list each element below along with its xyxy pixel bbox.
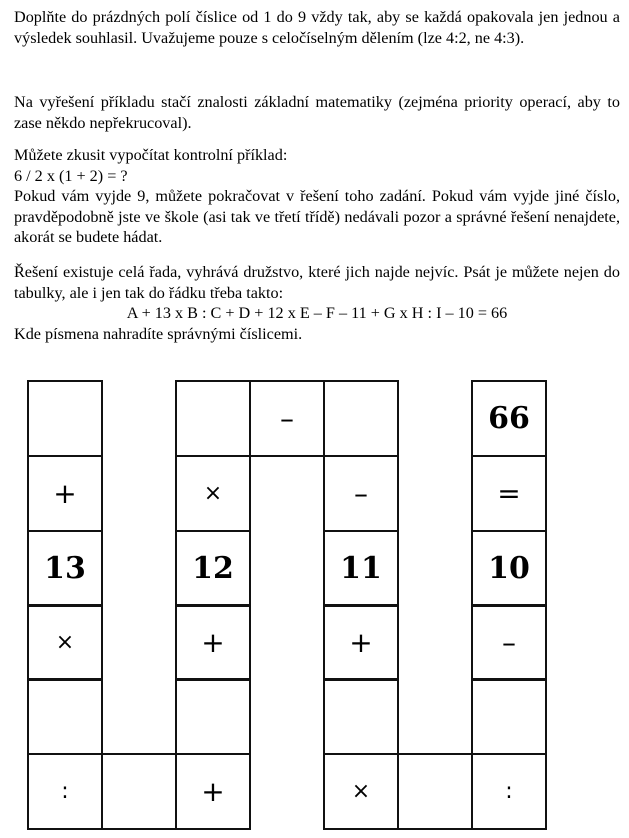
note-paragraph — [14, 92, 620, 133]
operator-cell-c3-r2: – — [323, 455, 399, 532]
operator-cell-c2-r2: × — [175, 455, 251, 532]
blank-cell-c1-r5[interactable] — [27, 678, 103, 755]
instructions-text: Doplňte do prázdných polí číslice od 1 do 9 vždy tak, aby se každá opakovala jen jednou a výsledek souhlasil. Uvažujeme pouze s celočíselným dělením (lze 4:2, ne 4:3). — [14, 8, 620, 47]
number-cell-c4-r3: 10 — [471, 530, 547, 607]
operator-cell-c1-r2: + — [27, 455, 103, 532]
blank-cell-c3-r5[interactable] — [323, 678, 399, 755]
number-cell-c1-r3: 13 — [27, 530, 103, 607]
control-example-paragraph — [14, 145, 620, 248]
blank-cell-bottom-right-link[interactable] — [397, 753, 473, 830]
linear-formula: A + 13 x B : C + D + 12 x E – F – 11 + G x H : I – 10 = 66 — [126, 304, 508, 322]
control-example-formula: 6 / 2 x (1 + 2) = ? — [14, 166, 128, 185]
operator-cell-top-middle-link: – — [249, 380, 325, 457]
blank-cell-bottom-left-link[interactable] — [101, 753, 177, 830]
operator-cell-c1-r4: × — [27, 604, 103, 681]
control-example-explanation: Pokud vám vyjde 9, můžete pokračovat v řešení toho zadání. Pokud vám vyjde jiné číslo, pravděpodobně jste ve škole (asi tak ve třetí třídě) nedávali pozor a správné řešení nenajdete, akorát se budete hádat. — [14, 187, 620, 246]
operator-cell-c2-r6: + — [175, 753, 251, 830]
number-cell-c4-r1: 66 — [471, 380, 547, 457]
number-cell-c3-r3: 11 — [323, 530, 399, 607]
operator-cell-c2-r4: + — [175, 604, 251, 681]
operator-cell-c3-r6: × — [323, 753, 399, 830]
operator-cell-c4-r4: – — [471, 604, 547, 681]
number-cell-c2-r3: 12 — [175, 530, 251, 607]
operator-cell-c1-r6: : — [27, 753, 103, 830]
instructions-paragraph — [14, 7, 620, 48]
control-example-intro: Můžete zkusit vypočítat kontrolní příklad: — [14, 146, 288, 164]
blank-cell-c2-r1[interactable] — [175, 380, 251, 457]
operator-cell-c3-r4: + — [323, 604, 399, 681]
solutions-intro: Řešení existuje celá řada, vyhrává družstvo, které jich najde nejvíc. Psát je můžete nejen do tabulky, ale i jen tak do řádku třeba takto: — [14, 263, 620, 302]
blank-cell-c2-r5[interactable] — [175, 678, 251, 755]
blank-cell-c3-r1[interactable] — [323, 380, 399, 457]
operator-cell-c4-r2: = — [471, 455, 547, 532]
operator-cell-c4-r6: : — [471, 753, 547, 830]
blank-cell-c1-r1[interactable] — [27, 380, 103, 457]
solutions-paragraph — [14, 262, 620, 344]
note-text: Na vyřešení příkladu stačí znalosti základní matematiky (zejména priority operací, aby to zase někdo nepřekrucoval). — [14, 93, 620, 132]
blank-cell-c4-r5[interactable] — [471, 678, 547, 755]
solutions-hint: Kde písmena nahradíte správnými číslicemi. — [14, 324, 303, 343]
